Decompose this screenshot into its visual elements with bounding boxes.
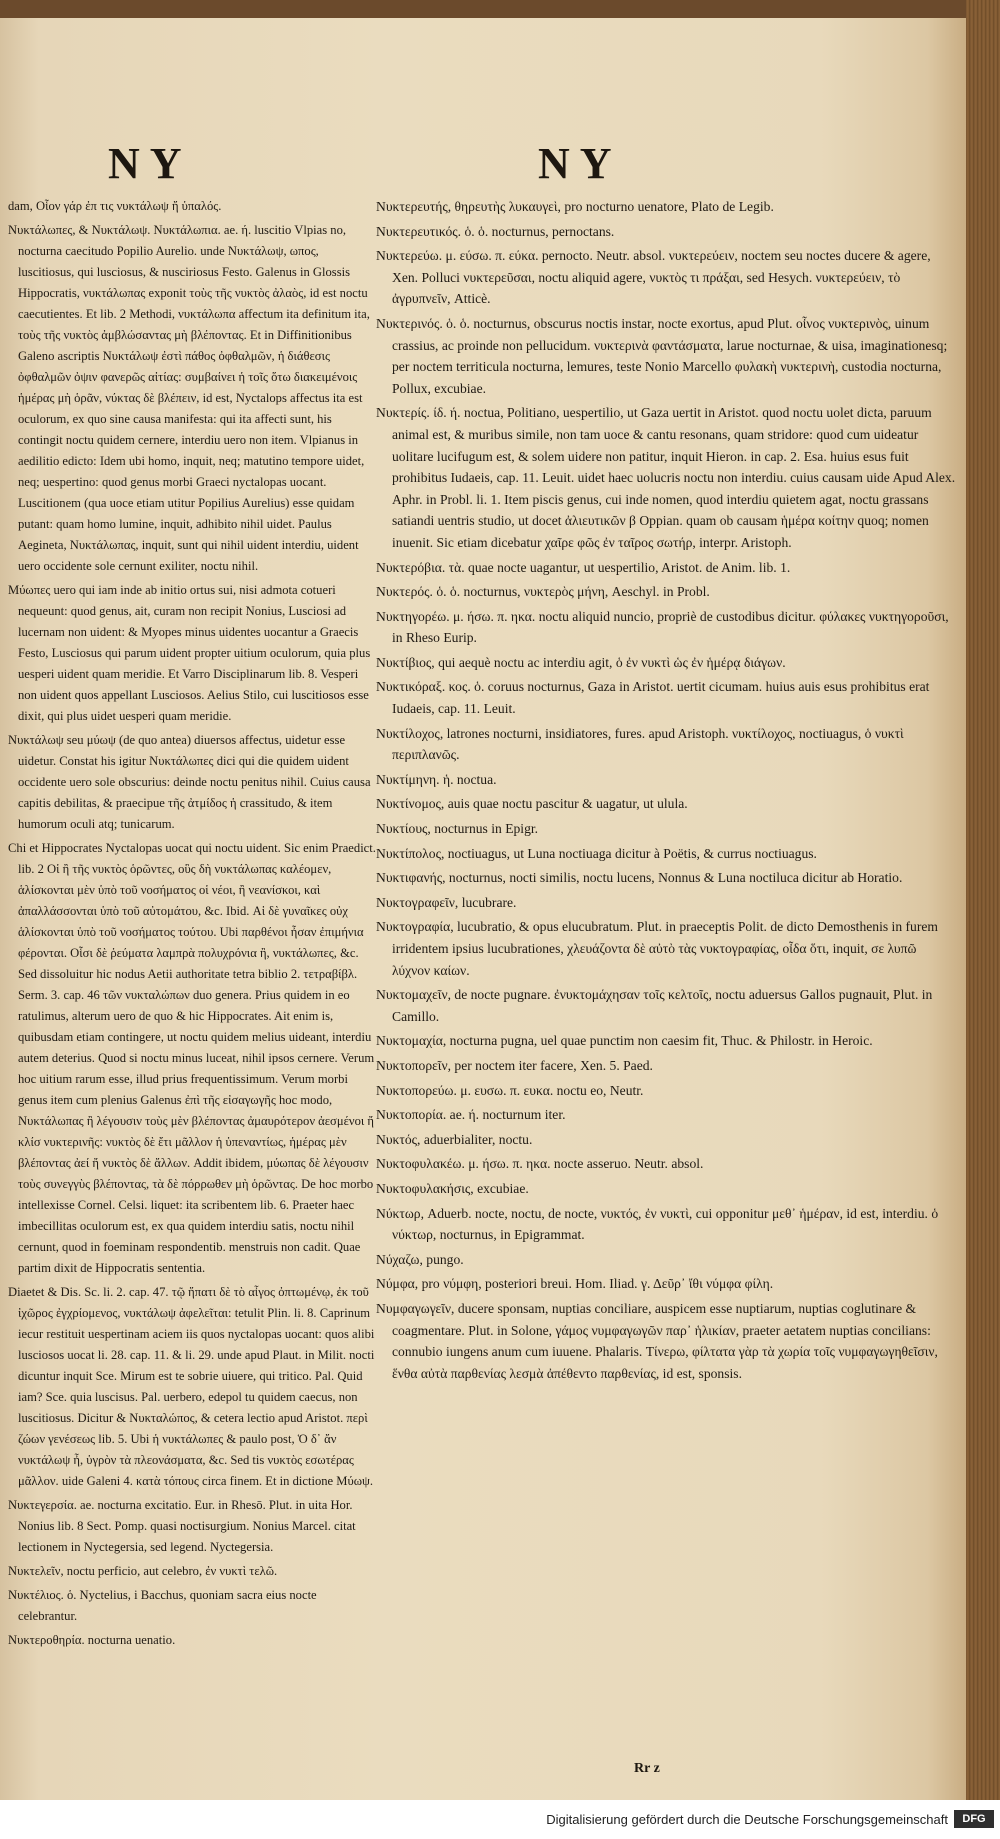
right-entry: Νυκτίνομος, auis quae noctu pascitur & uagatur, ut ulula. [376, 796, 688, 812]
left-entry: Diaetet & Dis. Sc. li. 2. cap. 47. τῷ ἥπατι δὲ τὸ αἶγος ὀπτωμένῳ, ἐκ τοῦ ἰχῶρος ἐγχρίομενος, νυκτάλωψ ἀφελεῖται: tetulit Plin. li. 8. Caprinum iecur restituit uespertinam aciem iis quos nyctalopas uocant: quos alibi lusciosos uocat li. 28. cap. 11. & li. 29. unde apud Plaut. in Milit. nocti dicuntur inquit Sce. Mirum est te sobrie uiuere, qui tritico. Pal. Quid iam? Sce. quia luscisus. Pal. uerbero, edepol tu quidem caecus, non luscitiosus. Dicitur & Νυκταλώπος, & cetera lectio apud Aristot. περὶ ζώων γενέσεως lib. 5. Ubi ἡ νυκτάλωπες & paulo post, Ὁ δ᾽ ἄν νυκτάλωψ ἦ, ὑγρὸν τὰ πλεονάσματα, &c. Sed tis νυκτὸς εσωτέρας μᾶλλον. uide Galeni 4. κατὰ τόπους circa finem. Et in dictione Μύωψ. [8, 1285, 375, 1488]
right-entry: Νυκτοπορεῖν, per noctem iter facere, Xen. 5. Paed. [376, 1057, 653, 1073]
footer-bar [0, 1800, 1000, 1839]
right-entry: Νυμφαγωγεῖν, ducere sponsam, nuptias conciliare, auspicem esse nuptiarum, nuptias coglutinare & coagmentare. Plut. in Solone, γάμος νυμφαγωγῶν παρ᾽ ἡλικίαν, praeter aetatem nuptias concilians: connubio iungens anum cum iuuene. Phalaris. Τίνερω, φίλτατα γὰρ τὰ χωρία τοῖς νυμφαγωγηθεῖσιν, ἕνθα αὐτὰ παρθενίας λεσμὰ ἀπέθεντο παρθενίας, id est, sponsis. [376, 1300, 938, 1381]
right-entry: Νυκτίλοχος, latrones nocturni, insidiatores, fures. apud Aristoph. νυκτίλοχος, noctiuagus, ὁ νυκτὶ περιπλανῶς. [376, 725, 904, 763]
funding-note: Digitalisierung gefördert durch die Deutsche Forschungsgemeinschaft [546, 1812, 948, 1827]
book-page [0, 18, 966, 1800]
right-entry: Νύχαζω, pungo. [376, 1251, 464, 1267]
running-header-right: NY [538, 139, 622, 188]
right-entry: Νυκτερίς. ίδ. ή. noctua, Politiano, uespertilio, ut Gaza uertit in Aristot. quod noctu uolet dicta, paruum animal est, & muribus simile, non tam uoce & cantu resonans, quam stridore: quod cum uideatur uolitare lucifugum est, & solem uidere non patitur, inquit Hieron. in cap. 2. Esa. huius esus fuit prohibitus Iudaeis, cap. 11. Leuit. uidet haec uolucris noctu non interdiu. cuius causam uide Apud Alex. Aphr. in Probl. li. 1. Item piscis genus, cui inde nomen, quod interdiu quietem agat, noctu grassans satiandi uentris studio, ut docet ἀλιευτικῶν β Oppian. quam ob causam ἡμέρα κοίτην quoq; nomen inuenit. Sic etiam dicebatur χαῖρε φῶς ἐν ταῖρος σωτήρ, interpr. Aristoph. [376, 405, 956, 550]
left-entry: Νυκτάλωψ seu μύωψ (de quo antea) diuersos affectus, uidetur esse uidetur. Constat his igitur Νυκτάλωπες dici qui die quidem uident occidente uero sole obscurius: deinde noctu penitus nihil. Cuius causa capitis debilitas, & praecipue τῆς ἀτμίδος ἡ crassitudo, & item humorum oculi atq; tunicarum. [8, 733, 371, 831]
right-entry: Νυκτογραφεῖν, lucubrare. [376, 894, 517, 910]
right-entry: Νυκτίπολος, noctiuagus, ut Luna noctiuaga dicitur à Poëtis, & currus noctiuagus. [376, 845, 817, 861]
right-entry: Νυκτερευτής, θηρευτὴς λυκαυγεὶ, pro nocturno uenatore, Plato de Legib. [376, 199, 774, 214]
right-entry: Νυκτερεύω. μ. εύσω. π. εύκα. pernocto. Neutr. absol. νυκτερεύειν, noctem seu noctes ducere & agere, Xen. Polluci νυκτερεῦσαι, noctu aliquid agere, νυκτὸς τι πράξαι, sed Hesych. νυκτερεύειν, τὸ ἀγρυπνεῖν, Atticè. [376, 248, 931, 307]
left-entry: Νυκτέλιος. ὁ. Nyctelius, i Bacchus, quoniam sacra eius nocte celebrantur. [8, 1588, 317, 1623]
right-entry: Νυκτομαχεῖν, de nocte pugnare. ἐνυκτομάχησαν τοῖς κελτοῖς, noctu aduersus Gallos pugnauit, Plut. in Camillo. [376, 987, 933, 1024]
right-entry: Νυκτερευτικός. ὁ. ὁ. nocturnus, pernoctans. [376, 223, 615, 239]
right-entry: Νυκτίβιος, qui aequè noctu ac interdiu agit, ὁ ἐν νυκτὶ ὡς ἐν ἡμέρᾳ διάγων. [376, 654, 786, 670]
right-entry: Νυκτομαχία, nocturna pugna, uel quae punctim non caesim fit, Thuc. & Philostr. in Heroic. [376, 1033, 873, 1049]
right-entry: Νυκτογραφία, lucubratio, & opus elucubratum. Plut. in praeceptis Polit. de dicto Demosthenis in furem irridentem ipsius lucubrationes, χλευάζοντα δὲ αὐτὸ τὰς νυκτογραφίας, οἶδα ὅτι, inquit, σε λυπῶ λύχνον καίων. [376, 919, 938, 978]
right-entry: Νυκτοπορεύω. μ. ευσω. π. ευκα. noctu eo, Neutr. [376, 1082, 644, 1098]
right-entry: Νυκτερός. ὁ. ὁ. nocturnus, νυκτερὸς μήνη, Aeschyl. in Probl. [376, 584, 710, 600]
dfg-logo: DFG [954, 1810, 994, 1828]
left-entry: dam, Οἷον γάρ ἐπ τις νυκτάλωψ ἤ ὑπαλός. [8, 199, 222, 213]
right-entry: Νυκτικόραξ. κος. ὁ. coruus nocturnus, Gaza in Aristot. uertit cicumam. huius auis esus prohibitus erat Iudaeis, cap. 11. Leuit. [376, 679, 930, 717]
left-entry: Νυκτελεῖν, noctu perficio, aut celebro, ἐν νυκτὶ τελῶ. [8, 1564, 278, 1578]
left-entry: Νυκτάλωπες, & Νυκτάλωψ. Νυκτάλωπια. ae. ή. luscitio Vlpias no, nocturna caecitudo Popilio Aurelio. unde Νυκτάλωψ, ωπος, luscitiosus, qui lusciosus, & nusciriosus Festo. Galenus in Glossis Hippocratis, νυκτάλωπας exponit τοὺς τῆς νυκτὸς ἀλαὸς, id est noctu caecutientes. Et lib. 2 Methodi, νυκτάλωπα affectum ita definitum ita, τοὺς τῆς νυκτὸς ἀμβλώσαντας μὴ βλέποντας. Et in Diffinitionibus Galeno ascriptis Νυκτάλωψ ἐστὶ πάθος ὀφθαλμῶν, ἡ διάθεσις ὀφθαλμῶν ὀψιν φανερῶς αἰτίας: συμβαίνει ἡ τοῖς ὅτω διακειμένοις ἡμέρας μὴ ὁρᾶν, νύκτας δὲ βλέπειν, id est, Nyctalops affectus ita est oculorum, ex quo sine causa manifesta: qui ita affecti sunt, his contingit noctu quidem cernere, interdiu uero non item. Vlpianus in aedilitio edicto: Idem ubi homo, inquit, neq; matutino tempore uidet, neq; uespertino: quod genus morbi Graeci nyctalopas uocant. Luscitionem (qua uoce etiam utitur Popilius Aurelius) esse quidam putant: quam homo lumine, inquit, adhibito nihil uidet. Paulus Aegineta, Νυκτάλωπας, inquit, sunt qui nihil uident interdiu, uident uero occidente sole cernunt exiliter, noctu nihil. [8, 223, 370, 573]
right-entry: Νυκτοφυλακήσις, excubiae. [376, 1180, 529, 1196]
right-entry: Νυκτίμηνη. ἡ. noctua. [376, 771, 497, 787]
left-entry: Νυκτεροθηρία. nocturna uenatio. [8, 1633, 176, 1647]
left-entry: Chi et Hippocrates Nyctalopas uocat qui noctu uident. Sic enim Praedict. lib. 2 Οἱ ἢ τῆς νυκτὸς ὁρῶντες, οὓς δὴ νυκτάλωπας καλέομεν, ἁλίσκονται μὲν ὑπὸ τοῦ νοσήματος οἱ νέοι, ἢ νεανίσκοι, καὶ ἀπαλλάσσονται ὑπὸ τοῦ αὐτομάτου, &c. Ibid. Αἱ δὲ γυναῖκες οὐχ ἁλίσκονται ὑπὸ τοῦ νοσήματος τούτου. Ubi παρθένοι ἦσαν ἐπιμήνια φέρονται. Οἷσι δὲ ῥεύματα λαμπρὰ πολυχρόνια ἢ, νυκτάλωπες, &c. Sed dissoluitur hic nodus Aetii authoritate tetra biblio 2. τετραβίβλ. Serm. 3. cap. 46 τῶν νυκταλώπων duo genera. Prius quidem in eo ratulimus, alterum uero de quo & hic Hippocrates. Ait enim is, quibusdam etiam contingere, ut noctu quidem melius uideant, interdiu autem deterius. Quod si noctu minus luceat, nihil ipsos cernere. Verum hoc uitium rarum esse, illud prius frequentissimum. Verum morbi genus item cum plenius Galenus ἐπὶ τῆς εἰσαγωγῆς hoc modo, Νυκτάλωπας ἢ λέγουσιν τοὺς μὲν βλέποντας ἀμαυρότερον ἀεσμένοι ἤ κλίσ νυκτερινῆς: νυκτὸς δὲ ἔτι μᾶλλον ἡ ὑπεναντίως, ἡμέρας μὲν βλέποντας ἀεί ἤ νυκτὸς δὲ ἄλλων. Addit ibidem, μύωπας δὲ λέγουσιν τοὺς συνεγγὺς βλέποντας, τὰ δὲ πόρρωθεν μὴ ὁρῶντας. De hoc morbo intellexisse Cornel. Celsi. liquet: ita scribentem lib. 6. Praeter haec imbecillitas oculorum est, ex qua quidem interdiu satis, noctu nihil cernunt, quod in foeminam respondentib. menstruis non cadit. Quae partim dixit de Hippocratis sententia. [8, 841, 376, 1275]
left-entry: Νυκτεγερσία. ae. nocturna excitatio. Eur. in Rhesō. Plut. in uita Hor. Nonius lib. 8 Sect. Pomp. quasi noctisurgium. Nonius Marcel. citat lectionem in Nyctegersia, sed legend. Nyctegersia. [8, 1498, 356, 1554]
right-column [376, 196, 958, 1387]
right-entry: Νυκτοπορία. ae. ή. nocturnum iter. [376, 1107, 566, 1123]
running-header-left: NY [108, 139, 192, 188]
left-entry: Μύωπες uero qui iam inde ab initio ortus sui, nisi admota cotueri nequeunt: quod genus, ait, curam non recipit Nonius, Lusciosi ad lucernam non uident: & Myopes minus uidentes uocantur a Graecis Festo, Lusciosus qui parum uident propter uitium oculorum, quia plus uesperi uident quam meridie. Et Varro Disciplinarum lib. 8. Vesperi non uident quos appellant Lusciosos. Aelius Stilo, cui luscitiosos esse dixit, qui plus uidet uesperi quam meridie. [8, 583, 371, 723]
right-entry: Νυκτιφανής, nocturnus, nocti similis, noctu lucens, Nonnus & Luna noctiluca dicitur ab Horatio. [376, 870, 903, 886]
right-entry: Νυκτηγορέω. μ. ήσω. π. ηκα. noctu aliquid nuncio, propriè de custodibus dicitur. φύλακες νυκτηγοροῦσι, in Rheso Eurip. [376, 608, 949, 646]
right-entry: Νύκτωρ, Aduerb. nocte, noctu, de nocte, νυκτός, ἐν νυκτὶ, cui opponitur μεθ᾽ ἡμέραν, id est, interdiu. ὁ νύκτωρ, nocturnus, in Epigrammat. [376, 1205, 939, 1243]
book-edge [966, 0, 1000, 1800]
left-column [8, 196, 376, 1654]
right-entry: Νυκτερόβια. τὰ. quae nocte uagantur, ut uespertilio, Aristot. de Anim. lib. 1. [376, 559, 791, 575]
right-entry: Νυκτερινός. ὁ. ὁ. nocturnus, obscurus noctis instar, nocte exortus, apud Plut. οἶνος νυκτερινὸς, uinum crassius, ac proinde non pellucidum. νυκτερινὰ φαντάσματα, larue nocturnae, & uisa, imaginationesq; per noctem territicula nocturna, lemures, teste Nonio Marcello φυλακὴ νυκτερινὴ, custodia nocturna, Pollux, excubiae. [376, 315, 948, 396]
signature-mark: Rr z [634, 1761, 660, 1776]
right-entry: Νύμφα, pro νύμφη, posteriori breui. Hom. Iliad. γ. Δεῦρ᾽ ἴθι νύμφα φίλη. [376, 1276, 774, 1292]
right-entry: Νυκτός, aduerbialiter, noctu. [376, 1131, 533, 1147]
right-entry: Νυκτοφυλακέω. μ. ήσω. π. ηκα. nocte asseruo. Neutr. absol. [376, 1156, 704, 1172]
right-entry: Νυκτίους, nocturnus in Epigr. [376, 821, 539, 837]
